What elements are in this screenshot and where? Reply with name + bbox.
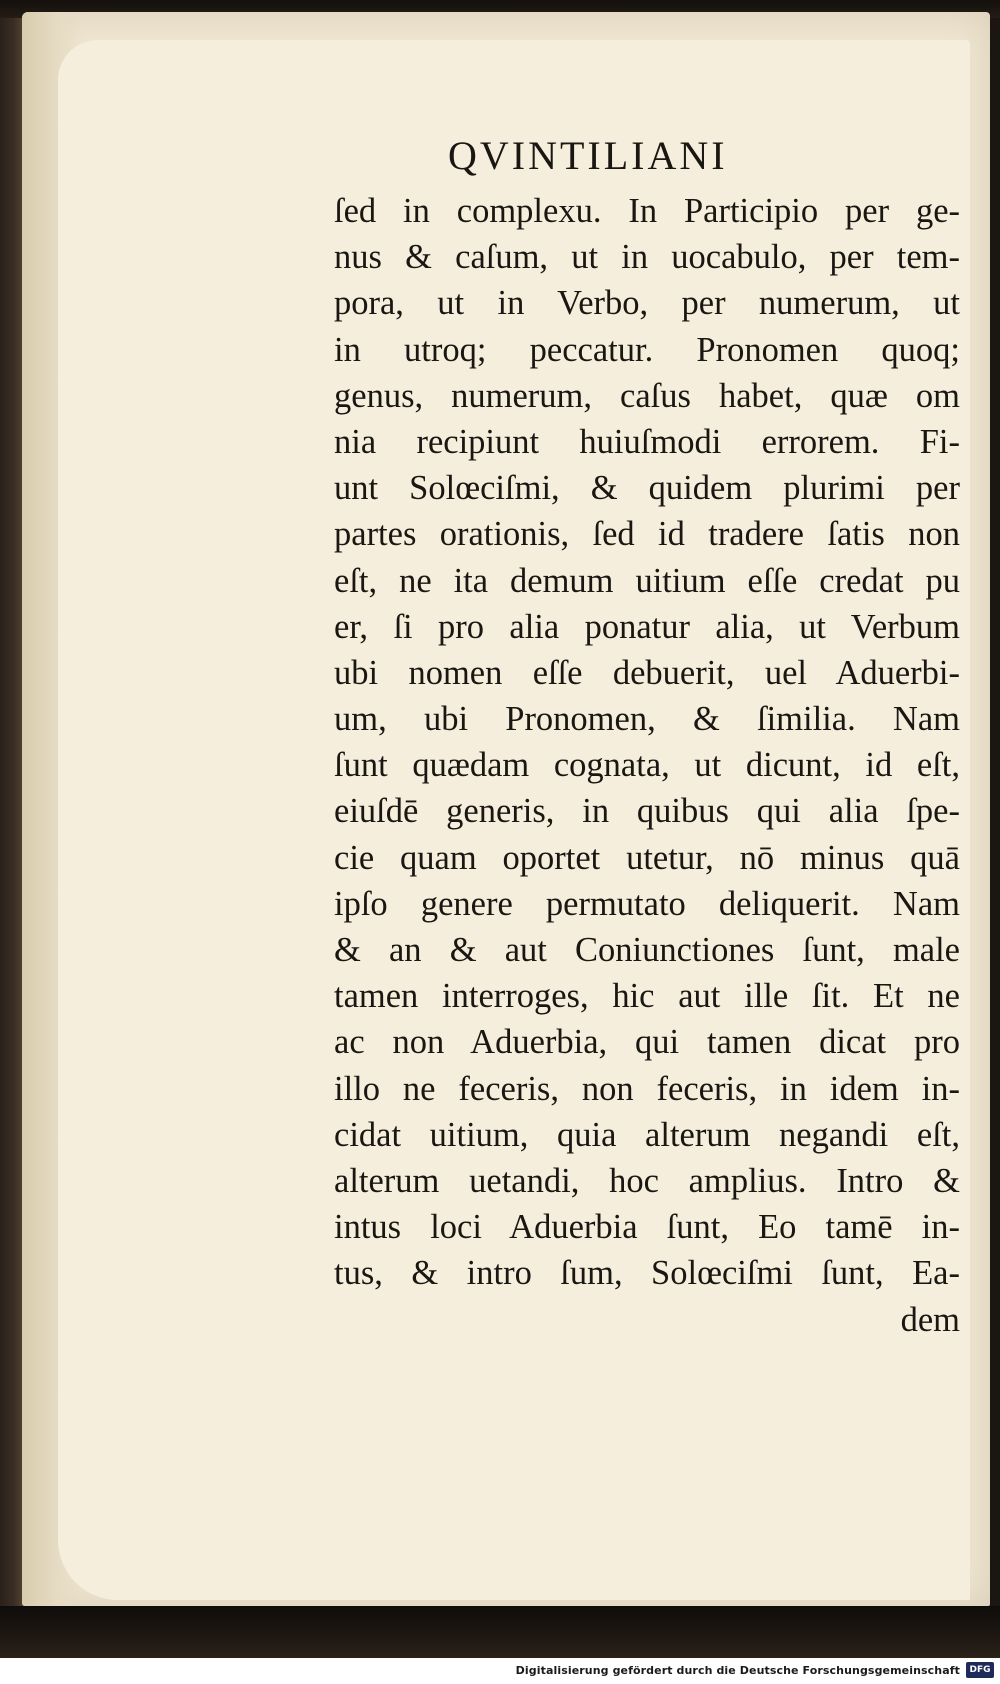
text-line: cie quam oportet utetur, nō minus quā	[334, 838, 960, 877]
text-line: unt Solœciſmi, & quidem plurimi per	[334, 469, 960, 508]
digitization-credit: Digitalisierung gefördert durch die Deutsche Forschungsgemeinschaft	[515, 1664, 960, 1677]
text-line: intus loci Aduerbia ſunt, Eo tamē in-	[334, 1208, 960, 1247]
text-line: genus, numerum, caſus habet, quæ om	[334, 376, 960, 415]
text-line: partes orationis, ſed id tradere ſatis non	[334, 515, 960, 554]
bottom-edge	[0, 1606, 1000, 1658]
text-line: pora, ut in Verbo, per numerum, ut	[334, 284, 960, 323]
dfg-logo: DFG	[966, 1662, 994, 1678]
text-line: eiuſdē generis, in quibus qui alia ſpe-	[334, 792, 960, 831]
text-line: eſt, ne ita demum uitium eſſe credat pu	[334, 561, 960, 600]
text-line: cidat uitium, quia alterum negandi eſt,	[334, 1115, 960, 1154]
body-text	[334, 188, 960, 1343]
text-line: illo ne feceris, non feceris, in idem in-	[334, 1069, 960, 1108]
text-line: um, ubi Pronomen, & ſimilia. Nam	[334, 700, 960, 739]
text-line: er, ſi pro alia ponatur alia, ut Verbum	[334, 607, 960, 646]
text-line: ſed in complexu. In Participio per ge-	[334, 192, 960, 230]
text-line: ubi nomen eſſe debuerit, uel Aduerbi-	[334, 653, 960, 692]
text-line: tamen interroges, hic aut ille ſit. Et ne	[334, 977, 960, 1016]
catchword: dem	[900, 1300, 960, 1339]
text-line: & an & aut Coniunctiones ſunt, male	[334, 931, 960, 969]
text-line: ipſo genere permutato deliquerit. Nam	[334, 884, 960, 923]
running-head: QVINTILIANI	[448, 133, 728, 178]
text-line: tus, & intro ſum, Solœciſmi ſunt, Ea-	[334, 1254, 960, 1293]
text-line: in utroq; peccatur. Pronomen quoq;	[334, 330, 960, 369]
text-line: ſunt quædam cognata, ut dicunt, id eſt,	[334, 746, 960, 785]
text-line: alterum uetandi, hoc amplius. Intro &	[334, 1161, 960, 1200]
text-line: nia recipiunt huiuſmodi errorem. Fi-	[334, 422, 960, 461]
text-line: nus & caſum, ut in uocabulo, per tem-	[334, 238, 960, 277]
text-line: ac non Aduerbia, qui tamen dicat pro	[334, 1023, 960, 1062]
